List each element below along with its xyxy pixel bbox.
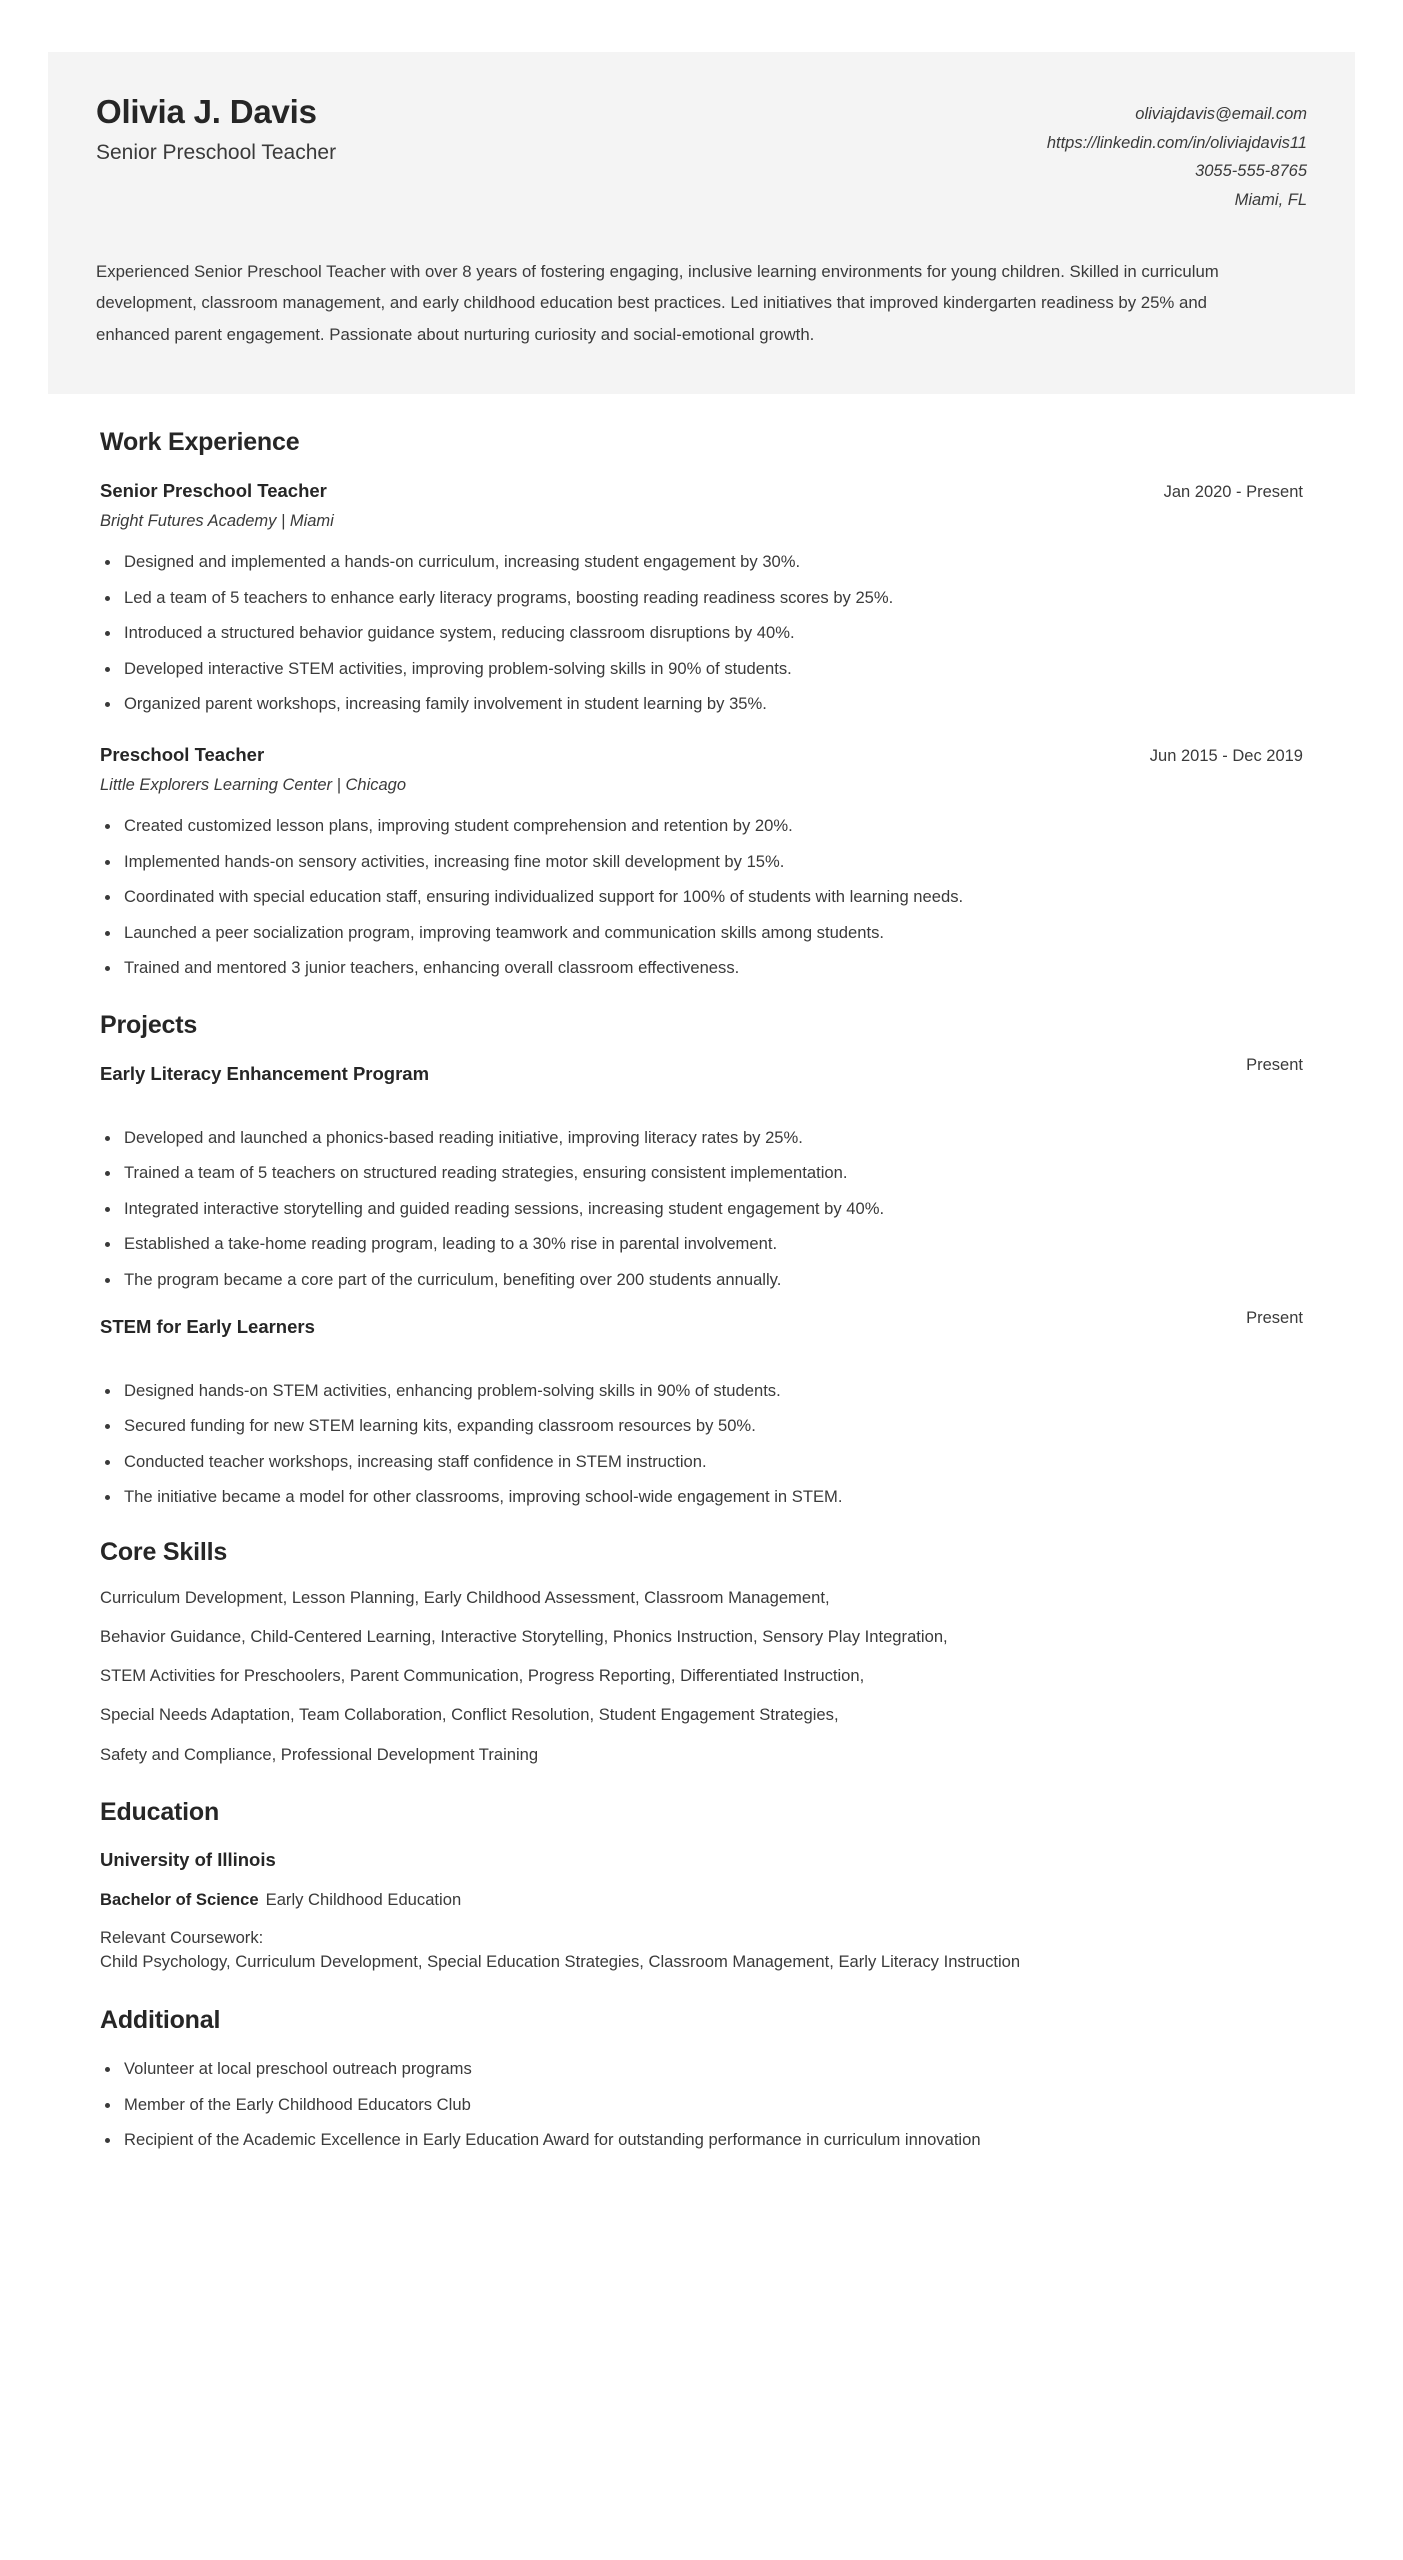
skill-line: Safety and Compliance, Professional Development Training	[100, 1744, 539, 1764]
additional-item-list	[100, 2057, 1303, 2153]
bullet-list	[100, 1379, 1303, 1510]
work-entry	[100, 743, 1303, 981]
skill-line: Special Needs Adaptation, Team Collaboration, Conflict Resolution, Student Engagement Strategies,	[100, 1705, 839, 1725]
bullet-item: Developed interactive STEM activities, improving problem-solving skills in 90% of students.	[100, 657, 1303, 682]
work-entry-company: Bright Futures Academy | Miami	[100, 511, 334, 530]
bullet-item: Secured funding for new STEM learning kits, expanding classroom resources by 50%.	[100, 1414, 1303, 1439]
bullet-item: Designed hands-on STEM activities, enhancing problem-solving skills in 90% of students.	[100, 1379, 1303, 1404]
work-entry-list	[100, 479, 1303, 981]
project-entry-date: Present	[1246, 1055, 1303, 1074]
project-entry-list	[100, 1055, 1303, 1510]
work-entry-company: Little Explorers Learning Center | Chicago	[100, 775, 407, 794]
education-degree-line	[100, 1889, 1303, 1911]
project-entry-name: STEM for Early Learners	[100, 1315, 315, 1337]
contact-block	[1047, 94, 1307, 214]
education-coursework-label: Relevant Coursework:	[100, 1928, 264, 1948]
professional-summary: Experienced Senior Preschool Teacher with over 8 years of fostering engaging, inclusive learning environments for young children. Skilled in curriculum development, classroom management, and early childhood education best practices. Led initiatives that improved kindergarten readiness by 25% and enhanced parent engagement. Passionate about nurturing curiosity and social-emotional growth.	[96, 262, 1219, 344]
work-entry-head	[100, 479, 1303, 503]
section-core-skills	[100, 1538, 1303, 1764]
section-title-projects: Projects	[100, 1011, 198, 1040]
section-additional	[100, 2006, 1303, 2152]
bullet-item: Introduced a structured behavior guidance system, reducing classroom disruptions by 40%.	[100, 621, 1303, 646]
contact-linkedin[interactable]: https://linkedin.com/in/oliviajdavis11	[1046, 133, 1307, 152]
bullet-item: The initiative became a model for other classrooms, improving school-wide engagement in STEM.	[100, 1485, 1303, 1510]
candidate-name: Olivia J. Davis	[96, 93, 317, 130]
bullet-item: Organized parent workshops, increasing family involvement in student learning by 35%.	[100, 692, 1303, 717]
education-degree: Bachelor of Science	[100, 1889, 259, 1909]
education-school: University of Illinois	[100, 1848, 276, 1870]
bullet-list	[100, 1126, 1303, 1293]
contact-phone[interactable]: 3055-555-8765	[1195, 162, 1307, 181]
bullet-item: Coordinated with special education staff, ensuring individualized support for 100% of students with learning needs.	[100, 885, 1303, 910]
project-entry-head	[100, 1055, 1303, 1086]
project-entry-name: Early Literacy Enhancement Program	[100, 1062, 430, 1084]
skills-line-list	[100, 1589, 1303, 1764]
bullet-item: Conducted teacher workshops, increasing staff confidence in STEM instruction.	[100, 1450, 1303, 1475]
bullet-list	[100, 814, 1303, 981]
project-entry-head	[100, 1308, 1303, 1339]
bullet-item: Established a take-home reading program, leading to a 30% rise in parental involvement.	[100, 1232, 1303, 1257]
section-education	[100, 1798, 1303, 1975]
work-entry-role: Preschool Teacher	[100, 743, 265, 765]
education-coursework: Child Psychology, Curriculum Development, Special Education Strategies, Classroom Management, Early Literacy Instruction	[100, 1952, 1021, 1972]
resume-body	[48, 428, 1355, 2153]
bullet-item: Trained and mentored 3 junior teachers, enhancing overall classroom effectiveness.	[100, 956, 1303, 981]
additional-item: Member of the Early Childhood Educators Club	[100, 2093, 1303, 2118]
identity-block	[96, 94, 336, 165]
section-title-skills: Core Skills	[100, 1537, 228, 1566]
skill-line: STEM Activities for Preschoolers, Parent Communication, Progress Reporting, Differentiated Instruction,	[100, 1666, 865, 1686]
work-entry-date: Jan 2020 - Present	[1163, 482, 1303, 501]
bullet-item: Led a team of 5 teachers to enhance early literacy programs, boosting reading readiness scores by 25%.	[100, 586, 1303, 611]
contact-email[interactable]: oliviajdavis@email.com	[1135, 105, 1307, 123]
section-title-additional: Additional	[100, 2006, 221, 2035]
work-entry-role: Senior Preschool Teacher	[100, 479, 327, 501]
resume-header	[48, 52, 1355, 394]
bullet-item: Created customized lesson plans, improving student comprehension and retention by 20%.	[100, 814, 1303, 839]
header-top-row	[96, 94, 1307, 214]
bullet-item: Launched a peer socialization program, improving teamwork and communication skills among students.	[100, 921, 1303, 946]
bullet-item: The program became a core part of the curriculum, benefiting over 200 students annually.	[100, 1268, 1303, 1293]
section-projects	[100, 1011, 1303, 1510]
skill-line: Behavior Guidance, Child-Centered Learning, Interactive Storytelling, Phonics Instruction, Sensory Play Integration,	[100, 1626, 948, 1646]
bullet-item: Integrated interactive storytelling and guided reading sessions, increasing student engagement by 40%.	[100, 1197, 1303, 1222]
candidate-headline: Senior Preschool Teacher	[96, 141, 337, 165]
additional-item: Recipient of the Academic Excellence in Early Education Award for outstanding performance in curriculum innovation	[100, 2128, 1303, 2153]
work-entry	[100, 479, 1303, 717]
bullet-item: Implemented hands-on sensory activities, increasing fine motor skill development by 15%.	[100, 850, 1303, 875]
bullet-item: Designed and implemented a hands-on curriculum, increasing student engagement by 30%.	[100, 550, 1303, 575]
skill-line: Curriculum Development, Lesson Planning, Early Childhood Assessment, Classroom Management,	[100, 1587, 830, 1607]
section-title-education: Education	[100, 1797, 220, 1826]
additional-item: Volunteer at local preschool outreach programs	[100, 2057, 1303, 2082]
work-entry-head	[100, 743, 1303, 767]
bullet-item: Trained a team of 5 teachers on structured reading strategies, ensuring consistent implementation.	[100, 1161, 1303, 1186]
project-entry	[100, 1308, 1303, 1510]
project-entry-date: Present	[1246, 1308, 1303, 1327]
bullet-item: Developed and launched a phonics-based reading initiative, improving literacy rates by 25%.	[100, 1126, 1303, 1151]
section-work-experience	[100, 428, 1303, 981]
work-entry-date: Jun 2015 - Dec 2019	[1149, 746, 1303, 765]
section-title-work: Work Experience	[100, 427, 300, 456]
education-field: Early Childhood Education	[265, 1889, 462, 1909]
contact-location: Miami, FL	[1234, 190, 1307, 209]
bullet-list	[100, 550, 1303, 717]
project-entry	[100, 1055, 1303, 1293]
